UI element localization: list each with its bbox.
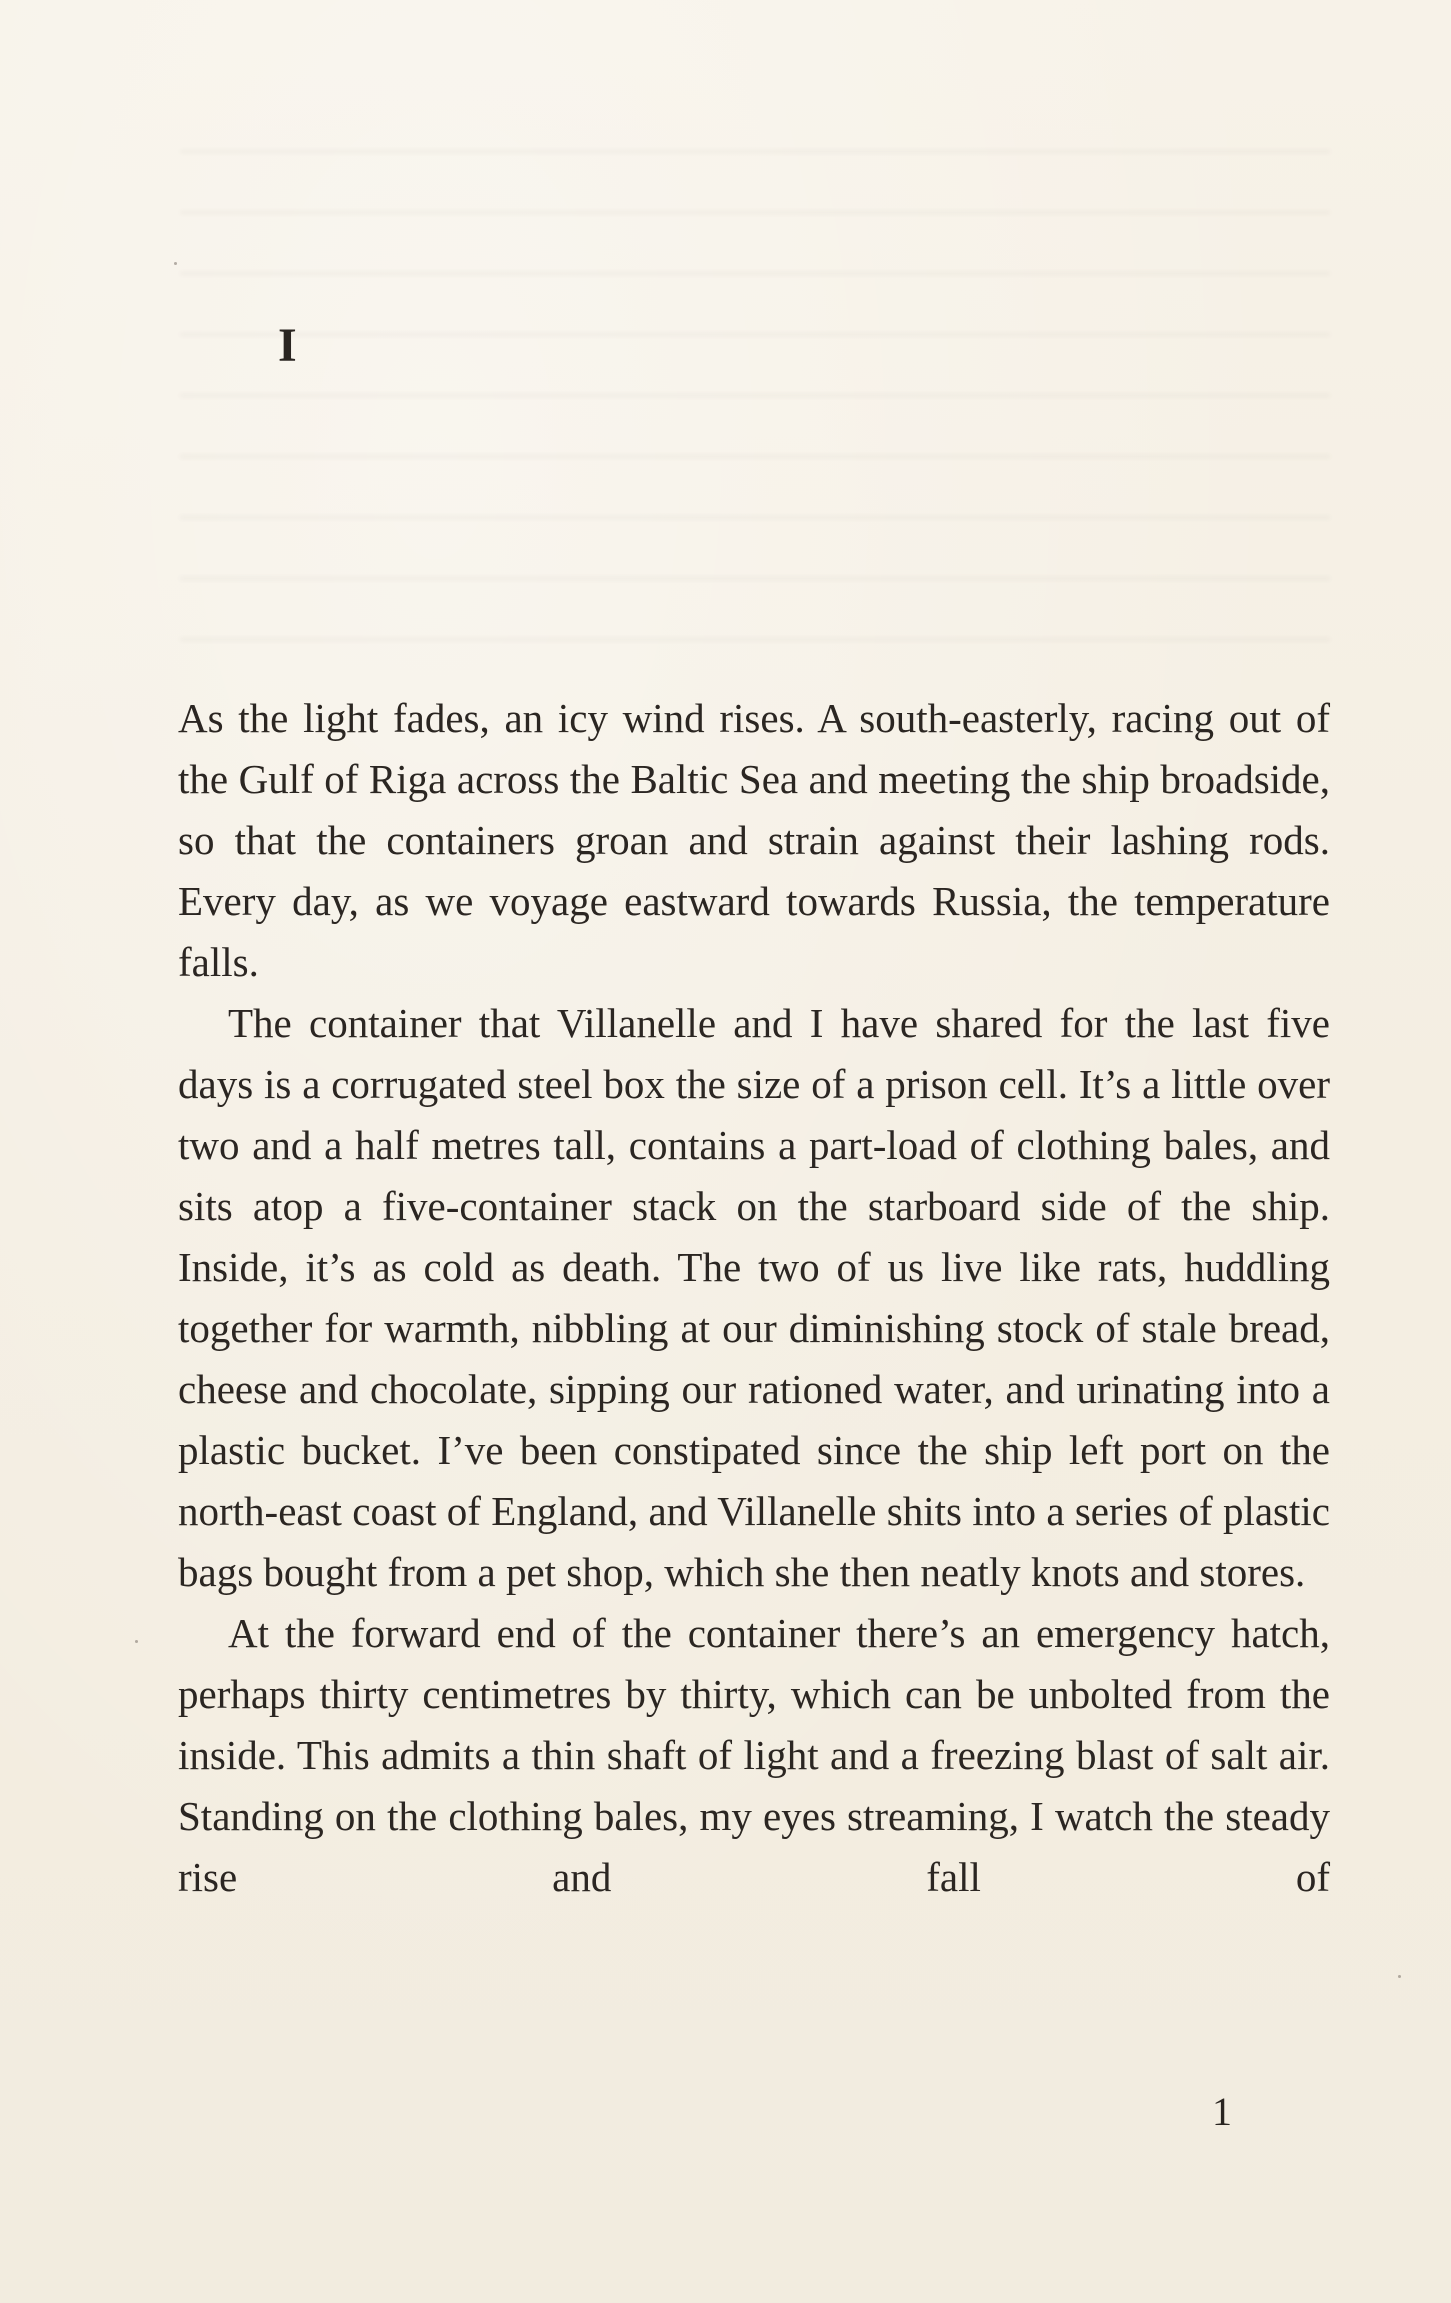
paper-speck xyxy=(135,1640,138,1643)
page-number: 1 xyxy=(1212,2089,1232,2134)
show-through-from-reverse xyxy=(180,150,1330,670)
paragraph-1: As the light fades, an icy wind rises. A south-easterly, racing out of the Gulf of Riga across the Baltic Sea and meeting the ship broadside, so that the containers groan and strain against their lashing rods. Every day, as we voyage eastward towards Russia, the temperature falls. xyxy=(178,695,1330,985)
paragraph-2: The container that Villanelle and I have shared for the last five days is a corrugated steel box the size of a prison cell. It’s a little over two and a half metres tall, contains a part-load of clothing bales, and sits atop a five-container stack on the starboard side of the ship. Inside, it’s as cold as death. The two of us live like rats, huddling together for warmth, nibbling at our diminishing stock of stale bread, cheese and chocolate, sipping our rationed water, and urinating into a plastic bucket. I’ve been constipated since the ship left port on the north-east coast of England, and Villanelle shits into a series of plastic bags bought from a pet shop, which she then neatly knots and stores. xyxy=(178,1000,1330,1595)
paper-speck xyxy=(174,262,177,265)
chapter-number: I xyxy=(278,319,298,372)
paper-speck xyxy=(1398,1975,1401,1978)
body-text xyxy=(178,688,1330,1908)
paragraph-3: At the forward end of the container there’s an emergency hatch, perhaps thirty centimetres by thirty, which can be unbolted from the inside. This admits a thin shaft of light and a freezing blast of salt air. Standing on the clothing bales, my eyes streaming, I watch the steady rise and fall of xyxy=(178,1610,1330,1900)
